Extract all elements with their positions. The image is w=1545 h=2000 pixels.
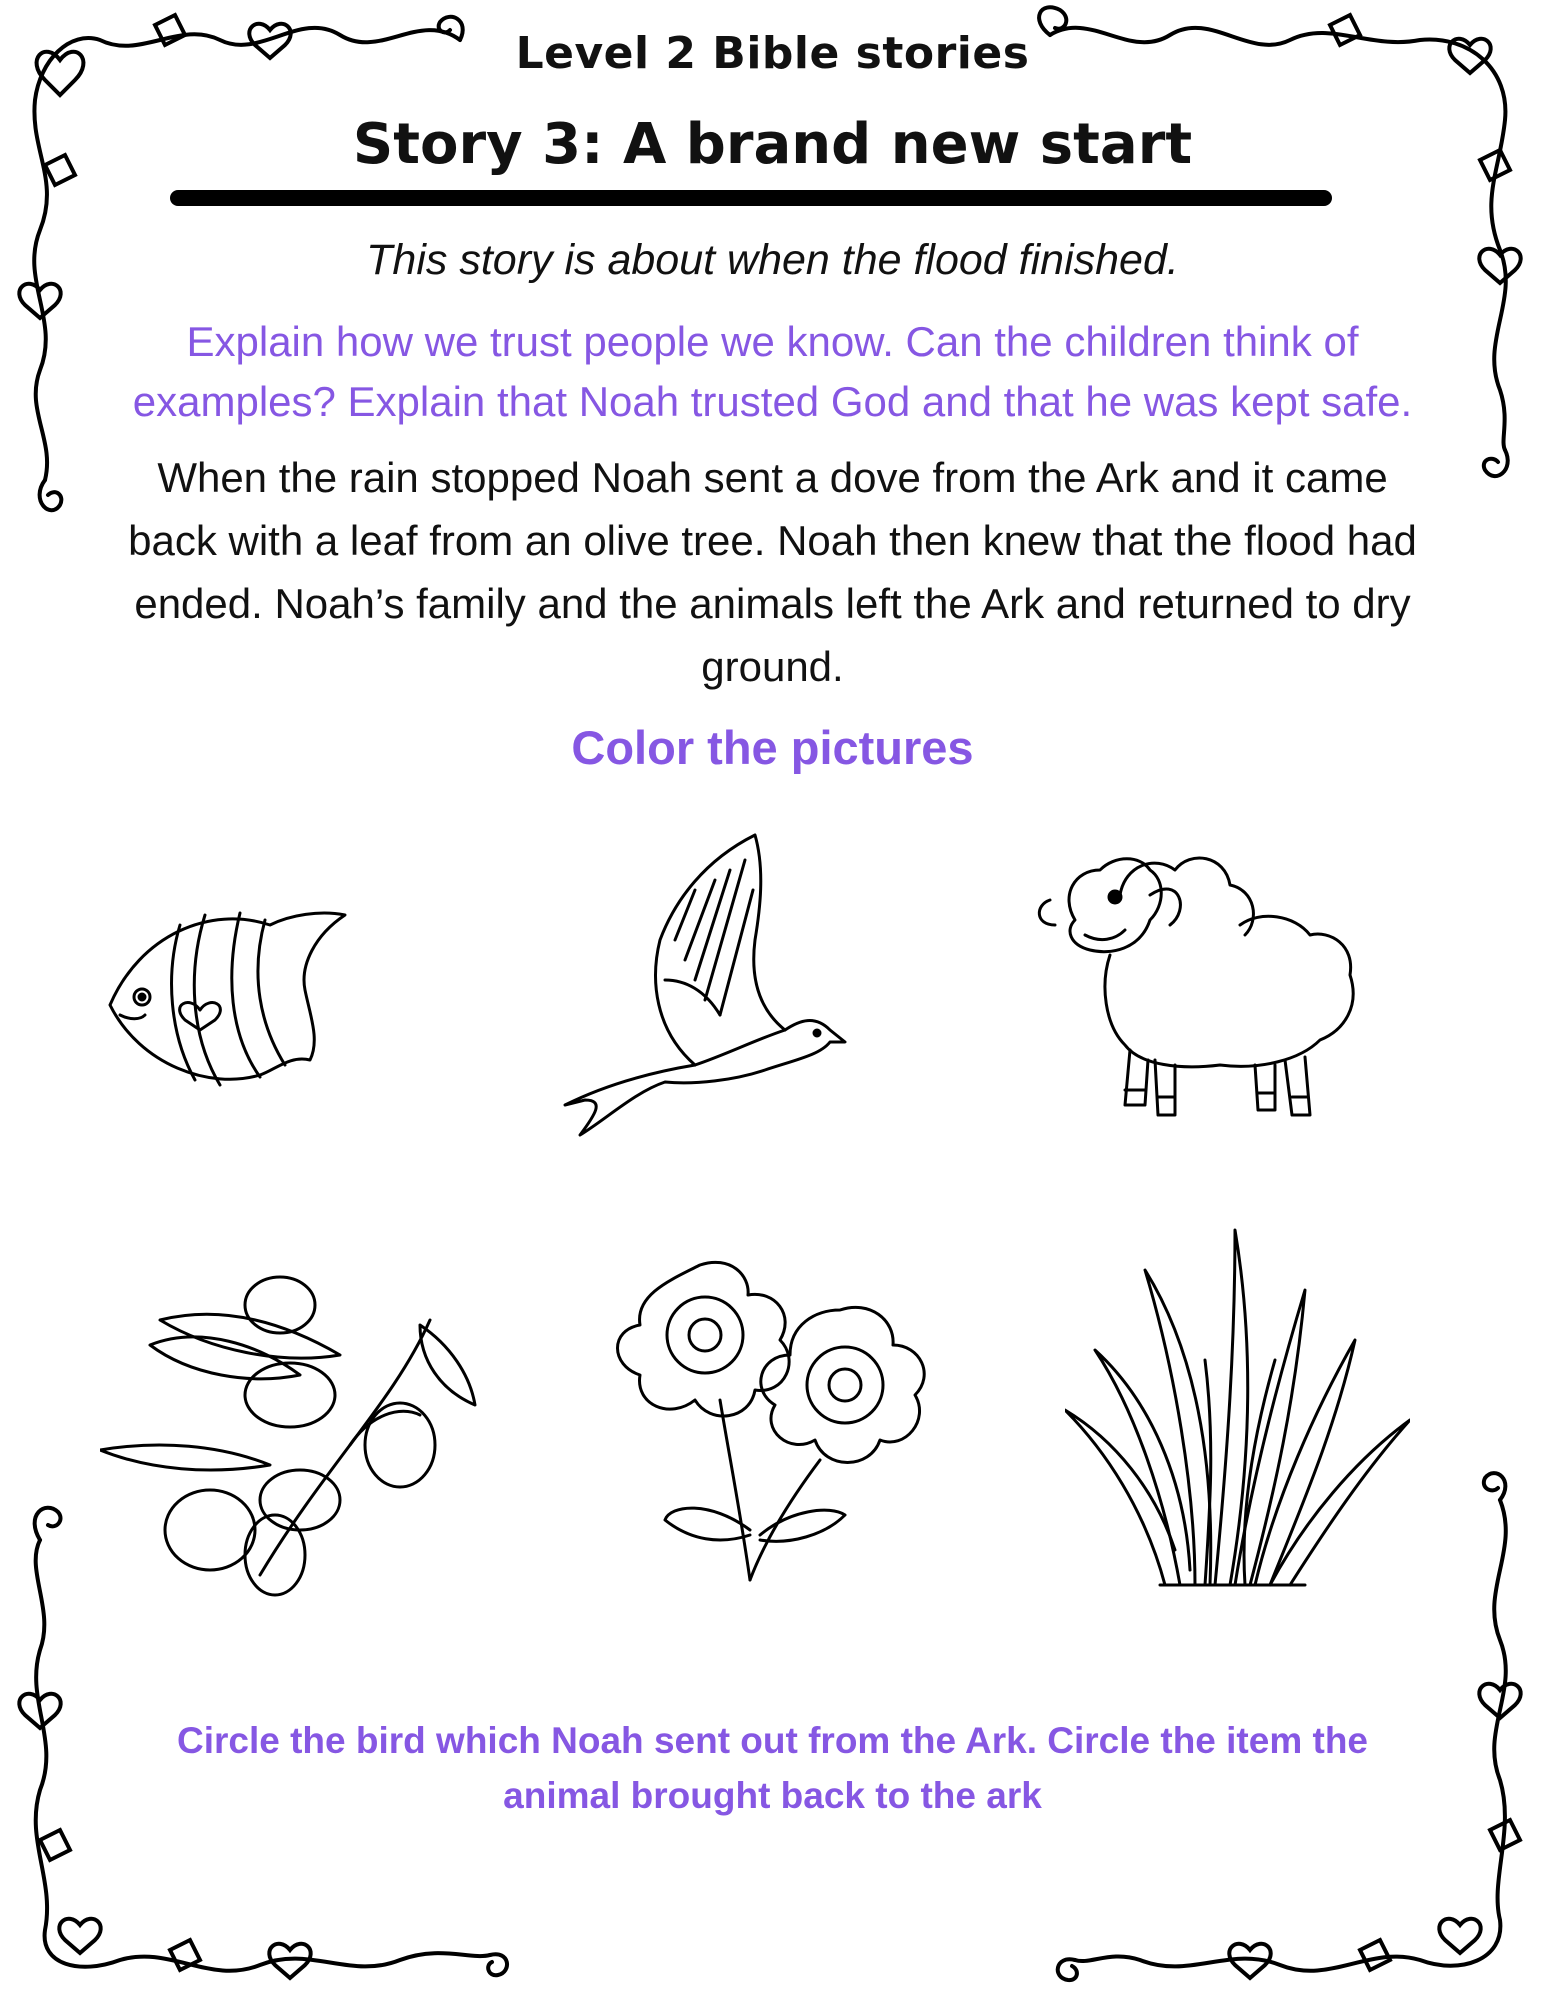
- teacher-note: Explain how we trust people we know. Can the children think of examples? Explain that Noah trusted God and that he was kept safe.: [132, 318, 1413, 425]
- grass-icon: [1065, 1210, 1410, 1590]
- story-paragraph: When the rain stopped Noah sent a dove from the Ark and it came back with a leaf from an olive tree. Noah then knew that the flood had ended. Noah’s family and the animals left the Ark and returned to dry ground.: [128, 454, 1417, 690]
- color-heading: Color the pictures: [571, 721, 974, 774]
- flowers-icon: [610, 1260, 965, 1585]
- fish-icon: [100, 895, 350, 1095]
- intro-text: This story is about when the flood finished.: [366, 236, 1179, 284]
- coloring-instructions: Circle the bird which Noah sent out from the Ark. Circle the item the animal brought back to the ark: [176, 1720, 1369, 1816]
- story-title: Story 3: A brand new start: [352, 112, 1193, 177]
- sheep-icon: [1030, 835, 1365, 1130]
- title-underline: [170, 190, 1332, 206]
- level-title: Level 2 Bible stories: [515, 28, 1030, 79]
- olive-branch-icon: [100, 1265, 480, 1610]
- dove-icon: [555, 830, 855, 1140]
